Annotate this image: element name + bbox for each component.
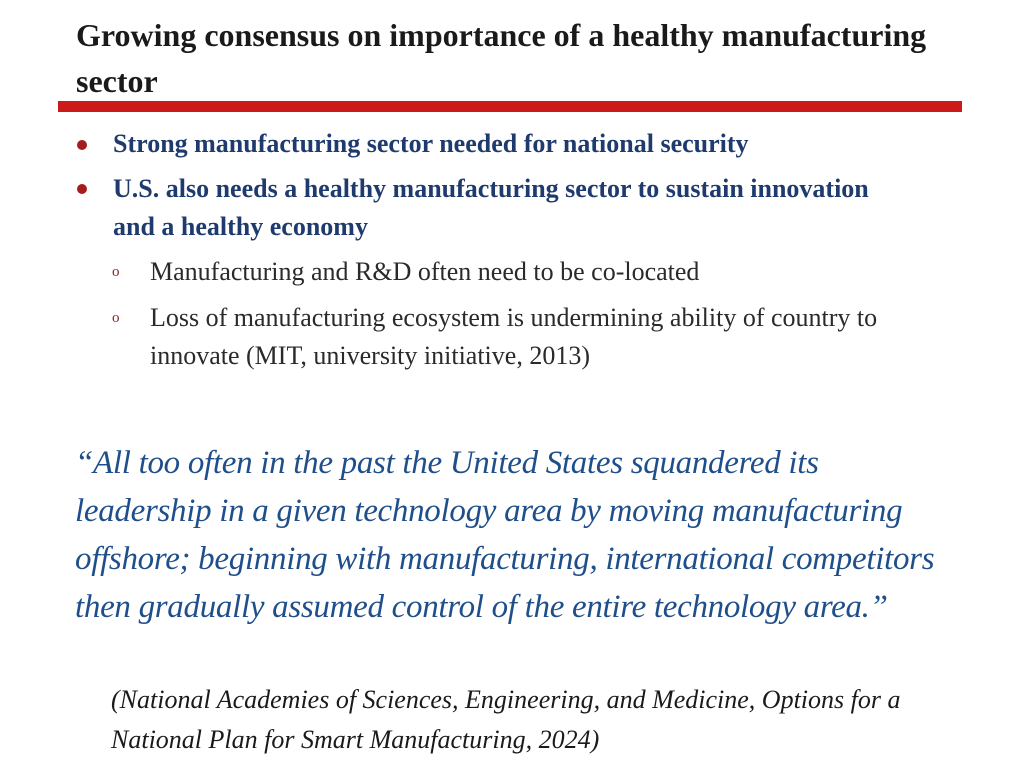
bullet-item-innovation: U.S. also needs a healthy manufacturing sector to sustain innovation and a healthy economy	[113, 174, 869, 241]
bullet-dot-icon	[77, 184, 87, 194]
quote-block: “All too often in the past the United States squandered its leadership in a given technology area by moving manufacturing offshore; beginning with manufacturing, international competitors then gradually assumed control of the entire technology area.”	[75, 445, 935, 625]
slide-title: Growing consensus on importance of a healthy manufacturing sector	[76, 17, 927, 99]
title-underline-bar	[58, 101, 962, 112]
sub-bullet-colocation: Manufacturing and R&D often need to be co-located	[150, 257, 700, 286]
quote-citation: (National Academies of Sciences, Engineering, and Medicine, Options for a National Plan for Smart Manufacturing, 2024)	[111, 685, 901, 754]
bullet-item-national-security: Strong manufacturing sector needed for national security	[113, 129, 749, 158]
sub-bullet-marker-icon: o	[112, 264, 120, 280]
sub-bullet-ecosystem-loss: Loss of manufacturing ecosystem is undermining ability of country to innovate (MIT, university initiative, 2013)	[150, 303, 878, 370]
bullet-dot-icon	[77, 140, 87, 150]
sub-bullet-marker-icon: o	[112, 310, 120, 326]
